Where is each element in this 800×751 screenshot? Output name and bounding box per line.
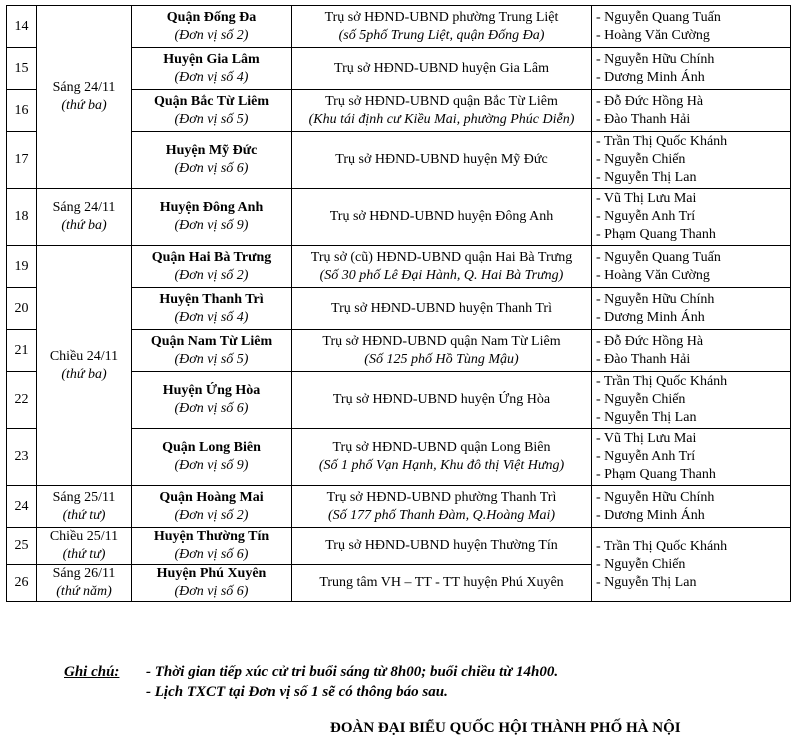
representative: - Đỗ Đức Hồng Hà xyxy=(596,93,704,109)
place-cell xyxy=(292,246,592,288)
time-weekday: (thứ tư) xyxy=(62,547,106,562)
representatives-cell xyxy=(592,246,791,288)
representative: - Nguyễn Hữu Chính xyxy=(596,291,715,307)
time-day: Sáng 25/11 xyxy=(52,489,116,505)
unit-number: (Đơn vị số 2) xyxy=(174,267,249,283)
time-weekday: (thứ ba) xyxy=(61,366,107,382)
place-name: Trụ sở HĐND-UBND quận Bắc Từ Liêm xyxy=(325,93,558,109)
time-weekday: (thứ tư) xyxy=(62,507,106,523)
row-number: 22 xyxy=(7,372,37,429)
time-cell xyxy=(37,528,132,565)
place-address: (số 5phố Trung Liệt, quận Đống Đa) xyxy=(338,27,545,43)
notes-block xyxy=(64,662,558,702)
place-name: Trụ sở HĐND-UBND quận Nam Từ Liêm xyxy=(322,333,561,349)
row-number: 17 xyxy=(7,132,37,189)
schedule-table xyxy=(6,5,791,602)
unit-name: Quận Đống Đa xyxy=(166,9,257,25)
representatives-cell xyxy=(592,90,791,132)
time-cell xyxy=(37,6,132,189)
representative: - Dương Minh Ánh xyxy=(596,507,705,523)
representative: - Dương Minh Ánh xyxy=(596,309,705,325)
unit-number: (Đơn vị số 4) xyxy=(174,69,249,85)
representative: - Nguyễn Quang Tuấn xyxy=(596,9,721,25)
place-cell xyxy=(292,528,592,565)
representative: - Vũ Thị Lưu Mai xyxy=(596,191,697,206)
representative: - Hoàng Văn Cường xyxy=(596,267,710,283)
representative: - Trần Thị Quốc Khánh xyxy=(596,538,728,554)
unit-cell xyxy=(132,486,292,528)
unit-number: (Đơn vị số 9) xyxy=(174,218,249,233)
representatives-cell xyxy=(592,429,791,486)
row-number: 15 xyxy=(7,48,37,90)
place-cell xyxy=(292,565,592,602)
place-address: (Số 177 phố Thanh Đàm, Q.Hoàng Mai) xyxy=(327,507,556,523)
representatives-cell xyxy=(592,528,791,602)
time-weekday: (thứ ba) xyxy=(61,218,107,233)
unit-number: (Đơn vị số 2) xyxy=(174,507,249,523)
unit-cell xyxy=(132,330,292,372)
unit-name: Huyện Mỹ Đức xyxy=(165,143,258,158)
notes-label-spacer xyxy=(64,682,146,702)
unit-number: (Đơn vị số 2) xyxy=(174,27,249,43)
footer-signature: ĐOÀN ĐẠI BIỂU QUỐC HỘI THÀNH PHỐ HÀ NỘI xyxy=(330,720,681,736)
representative: - Trần Thị Quốc Khánh xyxy=(596,374,728,389)
representatives-cell xyxy=(592,189,791,246)
unit-cell xyxy=(132,189,292,246)
representative: - Đào Thanh Hải xyxy=(596,111,691,127)
representative: - Nguyễn Chiến xyxy=(596,556,686,572)
row-number: 19 xyxy=(7,246,37,288)
time-day: Chiều 25/11 xyxy=(49,529,119,544)
place-name: Trụ sở HĐND-UBND phường Thanh Trì xyxy=(326,489,557,505)
unit-number: (Đơn vị số 5) xyxy=(174,351,249,367)
unit-name: Quận Hai Bà Trưng xyxy=(151,249,272,265)
unit-name: Quận Nam Từ Liêm xyxy=(150,333,273,349)
row-number: 26 xyxy=(7,565,37,602)
representative: - Phạm Quang Thanh xyxy=(596,467,716,482)
place-name: Trung tâm VH – TT - TT huyện Phú Xuyên xyxy=(319,575,564,590)
representatives-cell xyxy=(592,48,791,90)
unit-name: Huyện Thường Tín xyxy=(153,529,270,544)
time-cell xyxy=(37,565,132,602)
note-line-2: - Lịch TXCT tại Đơn vị số 1 sẽ có thông báo sau. xyxy=(146,684,448,700)
unit-name: Huyện Gia Lâm xyxy=(163,51,260,67)
representative: - Dương Minh Ánh xyxy=(596,69,705,85)
unit-cell xyxy=(132,6,292,48)
representative: - Phạm Quang Thanh xyxy=(596,227,716,242)
unit-name: Quận Hoàng Mai xyxy=(159,489,264,505)
representative: - Nguyễn Hữu Chính xyxy=(596,489,715,505)
note-row-2 xyxy=(64,682,558,702)
place-address: (Số 1 phố Vạn Hạnh, Khu đô thị Việt Hưng) xyxy=(318,458,565,473)
unit-cell xyxy=(132,429,292,486)
place-address: (Khu tái định cư Kiều Mai, phường Phúc Diễn) xyxy=(308,111,575,127)
place-cell xyxy=(292,330,592,372)
place-cell xyxy=(292,288,592,330)
time-day: Sáng 26/11 xyxy=(52,566,116,581)
unit-name: Huyện Ứng Hòa xyxy=(162,383,261,398)
time-day: Sáng 24/11 xyxy=(52,80,116,95)
representatives-cell xyxy=(592,330,791,372)
table-row xyxy=(7,189,791,246)
place-address: (Số 125 phố Hồ Tùng Mậu) xyxy=(364,351,519,367)
place-name: Trụ sở HĐND-UBND huyện Gia Lâm xyxy=(334,60,549,76)
unit-name: Huyện Thanh Trì xyxy=(159,291,264,307)
unit-number: (Đơn vị số 6) xyxy=(174,547,249,562)
place-name: Trụ sở (cũ) HĐND-UBND quận Hai Bà Trưng xyxy=(310,249,573,265)
table-row xyxy=(7,246,791,288)
place-cell xyxy=(292,48,592,90)
representative: - Nguyễn Hữu Chính xyxy=(596,51,715,67)
place-address: (Số 30 phố Lê Đại Hành, Q. Hai Bà Trưng) xyxy=(319,267,564,283)
time-day: Chiều 24/11 xyxy=(49,348,119,364)
representative: - Đỗ Đức Hồng Hà xyxy=(596,333,704,349)
representative: - Nguyễn Thị Lan xyxy=(596,574,697,590)
unit-cell xyxy=(132,48,292,90)
unit-name: Huyện Đông Anh xyxy=(159,200,264,215)
representative: - Nguyễn Thị Lan xyxy=(596,410,697,425)
unit-name: Quận Long Biên xyxy=(162,440,261,455)
unit-cell xyxy=(132,565,292,602)
representative: - Nguyễn Quang Tuấn xyxy=(596,249,721,265)
row-number: 23 xyxy=(7,429,37,486)
representative: - Đào Thanh Hải xyxy=(596,351,691,367)
note-line-1: - Thời gian tiếp xúc cử tri buổi sáng từ 8h00; buổi chiều từ 14h00. xyxy=(146,664,559,680)
unit-number: (Đơn vị số 6) xyxy=(174,401,249,416)
unit-cell xyxy=(132,90,292,132)
note-row-1 xyxy=(64,662,558,682)
representatives-cell xyxy=(592,486,791,528)
row-number: 14 xyxy=(7,6,37,48)
place-cell xyxy=(292,372,592,429)
row-number: 21 xyxy=(7,330,37,372)
representatives-cell xyxy=(592,132,791,189)
table-row xyxy=(7,528,791,565)
representative: - Nguyễn Anh Trí xyxy=(596,449,696,464)
representatives-cell xyxy=(592,6,791,48)
unit-name: Quận Bắc Từ Liêm xyxy=(153,93,270,109)
time-cell xyxy=(37,486,132,528)
schedule-table-body xyxy=(7,6,791,602)
representative: - Trần Thị Quốc Khánh xyxy=(596,134,728,149)
place-cell xyxy=(292,6,592,48)
representative: - Nguyễn Thị Lan xyxy=(596,170,697,185)
unit-number: (Đơn vị số 5) xyxy=(174,111,249,127)
unit-number: (Đơn vị số 6) xyxy=(174,584,249,599)
time-day: Sáng 24/11 xyxy=(52,200,116,215)
place-name: Trụ sở HĐND-UBND huyện Đông Anh xyxy=(329,209,554,224)
time-weekday: (thứ ba) xyxy=(61,98,107,113)
place-cell xyxy=(292,429,592,486)
unit-cell xyxy=(132,132,292,189)
unit-cell xyxy=(132,246,292,288)
row-number: 16 xyxy=(7,90,37,132)
place-cell xyxy=(292,189,592,246)
place-name: Trụ sở HĐND-UBND huyện Ứng Hòa xyxy=(332,392,551,407)
row-number: 18 xyxy=(7,189,37,246)
unit-cell xyxy=(132,372,292,429)
place-cell xyxy=(292,132,592,189)
place-name: Trụ sở HĐND-UBND huyện Thanh Trì xyxy=(331,300,552,316)
notes-label: Ghi chú: xyxy=(64,664,120,680)
representatives-cell xyxy=(592,288,791,330)
unit-name: Huyện Phú Xuyên xyxy=(156,566,267,581)
time-weekday: (thứ năm) xyxy=(56,584,112,599)
place-name: Trụ sở HĐND-UBND huyện Mỹ Đức xyxy=(335,152,548,167)
place-name: Trụ sở HĐND-UBND huyện Thường Tín xyxy=(325,538,558,553)
representative: - Nguyễn Chiến xyxy=(596,152,686,167)
table-row xyxy=(7,6,791,48)
unit-number: (Đơn vị số 9) xyxy=(174,458,249,473)
unit-number: (Đơn vị số 4) xyxy=(174,309,249,325)
representative: - Vũ Thị Lưu Mai xyxy=(596,431,697,446)
representative: - Hoàng Văn Cường xyxy=(596,27,710,43)
place-name: Trụ sở HĐND-UBND quận Long Biên xyxy=(332,440,551,455)
place-cell xyxy=(292,486,592,528)
place-cell xyxy=(292,90,592,132)
time-cell xyxy=(37,189,132,246)
representative: - Nguyễn Anh Trí xyxy=(596,209,696,224)
row-number: 20 xyxy=(7,288,37,330)
unit-cell xyxy=(132,288,292,330)
place-name: Trụ sở HĐND-UBND phường Trung Liệt xyxy=(324,9,559,25)
row-number: 25 xyxy=(7,528,37,565)
unit-cell xyxy=(132,528,292,565)
representatives-cell xyxy=(592,372,791,429)
row-number: 24 xyxy=(7,486,37,528)
unit-number: (Đơn vị số 6) xyxy=(174,161,249,176)
table-row xyxy=(7,486,791,528)
time-cell xyxy=(37,246,132,486)
representative: - Nguyễn Chiến xyxy=(596,392,686,407)
